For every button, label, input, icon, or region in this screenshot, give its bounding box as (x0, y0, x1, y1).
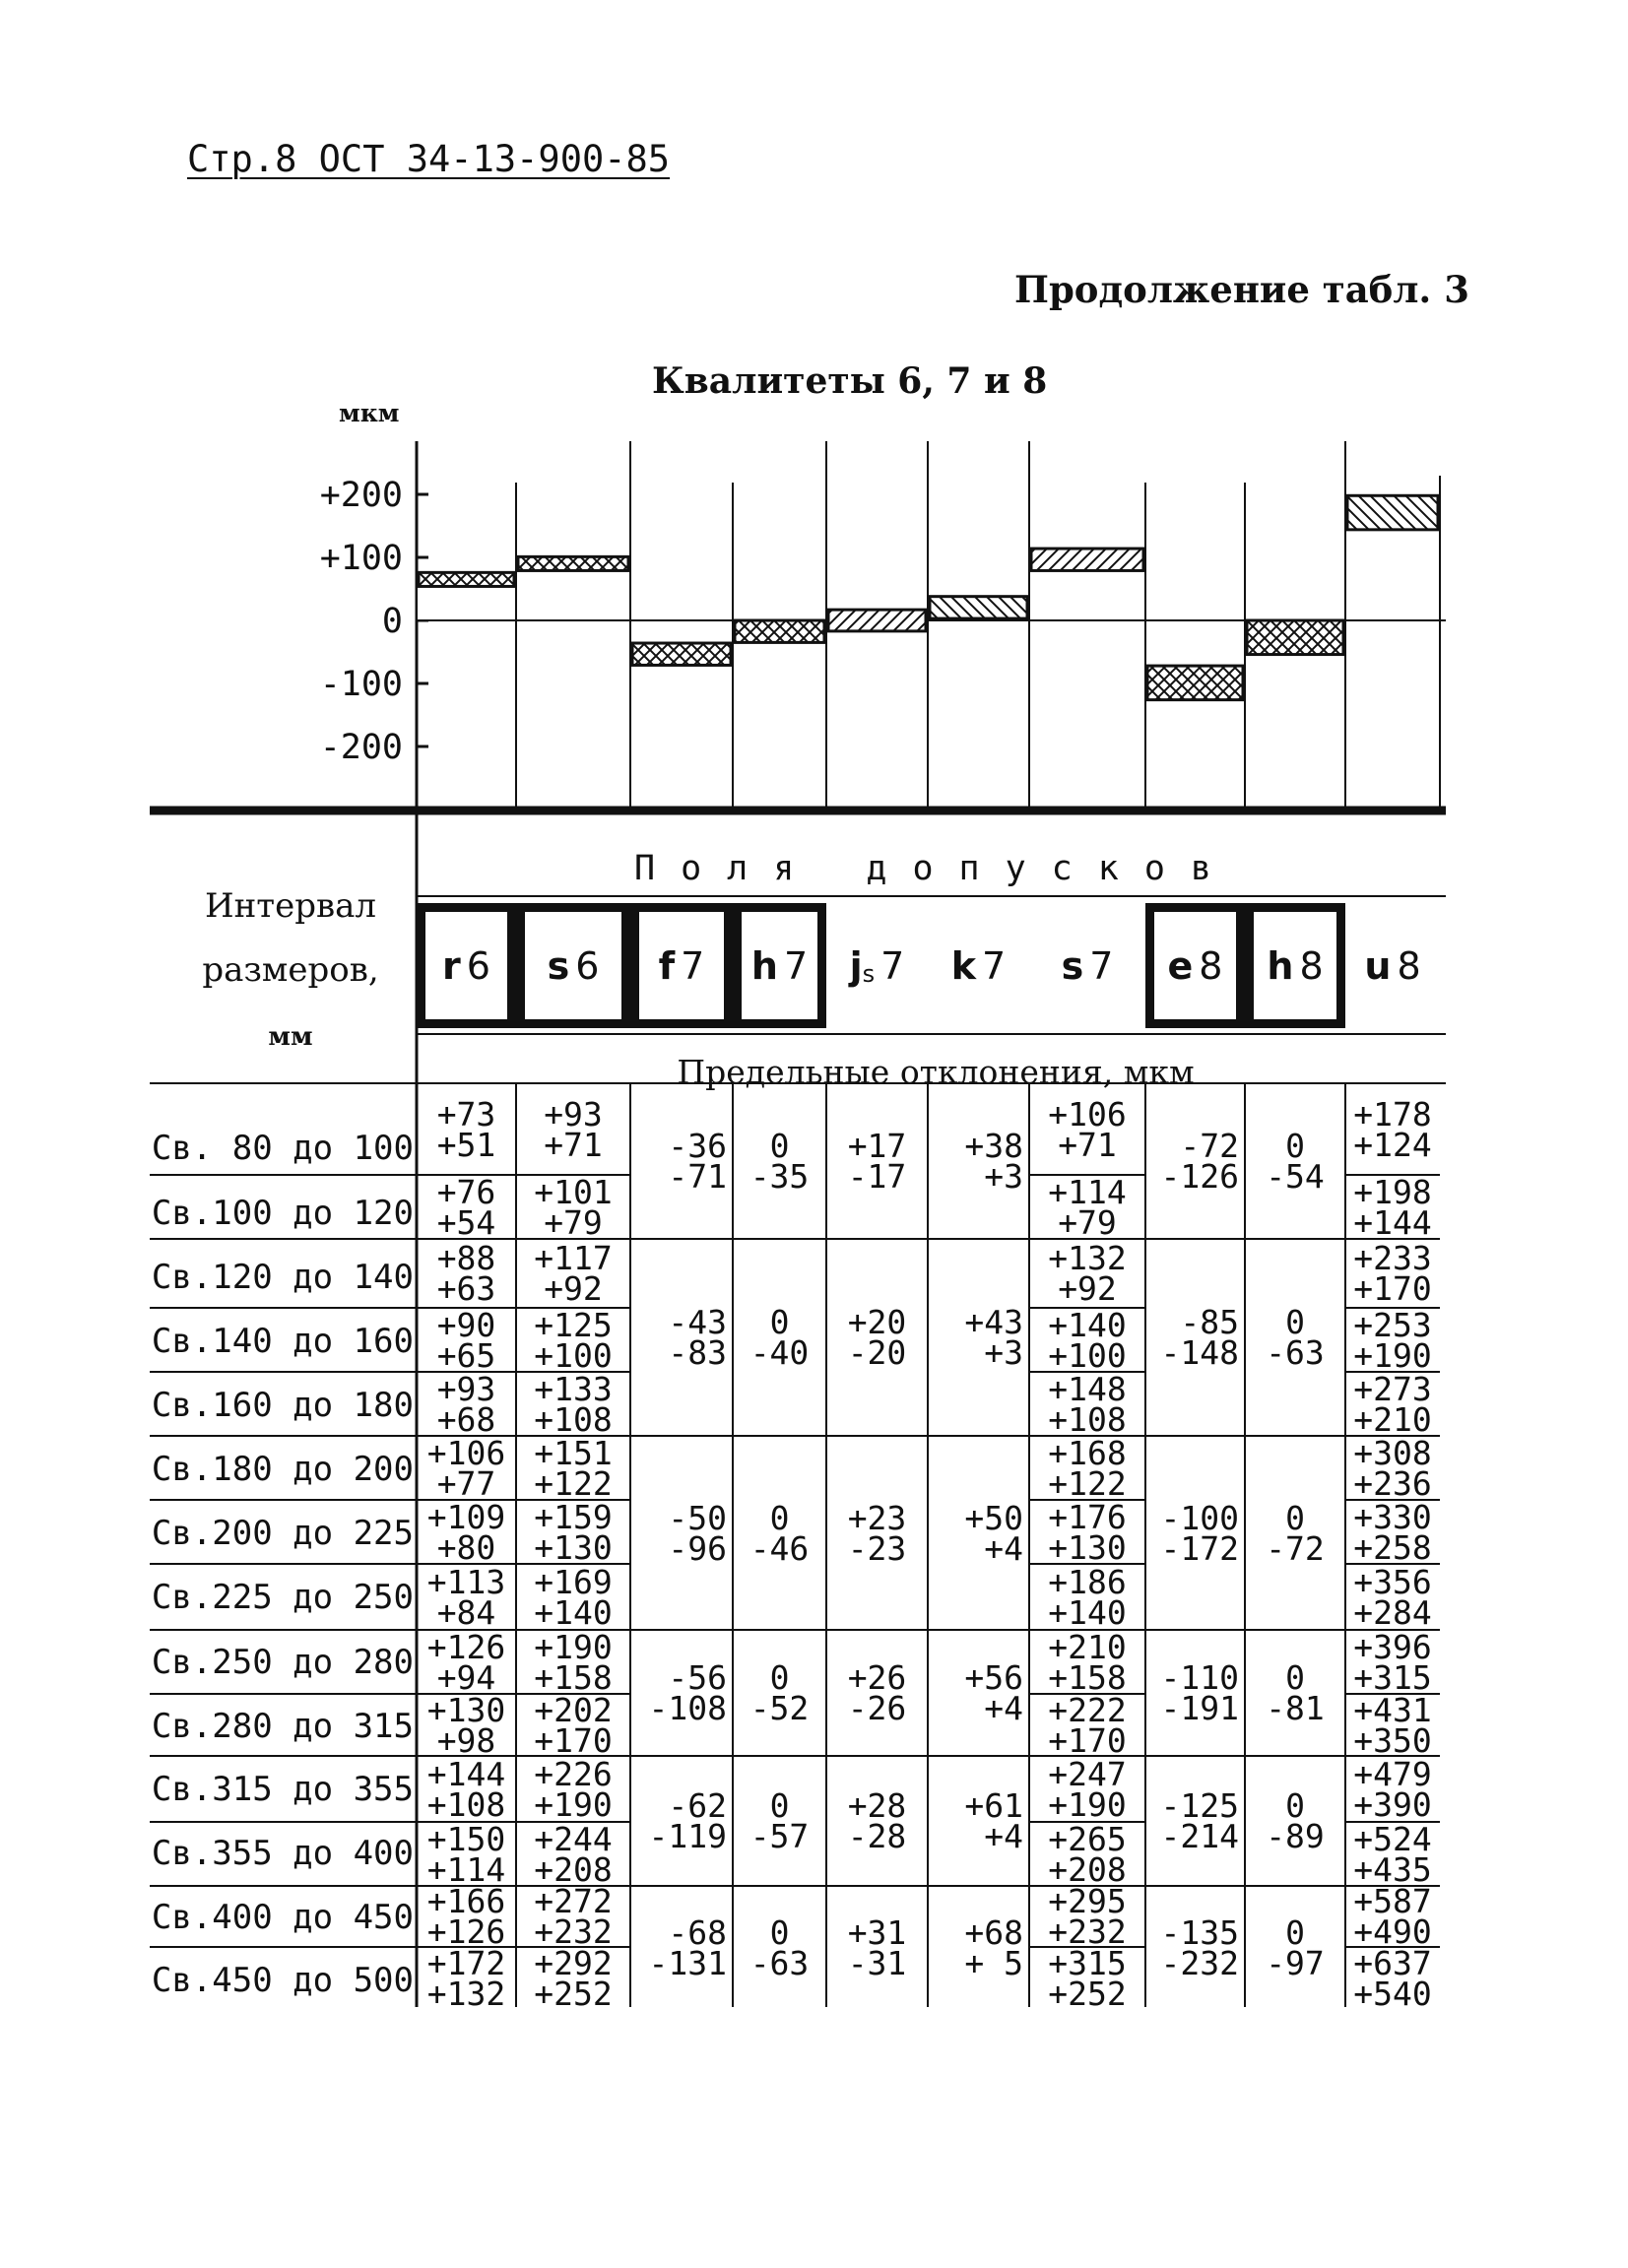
tolerance-bar-s6 (516, 570, 630, 620)
cell-s6: +292 +252 (534, 1943, 613, 2013)
page-header: Стр.8 ОСТ 34-13-900-85 (187, 138, 671, 180)
cell-h7: 0 -46 (749, 1498, 810, 1568)
field-header-u8: u 8 (1364, 943, 1421, 988)
cell-k7: +43 +3 (964, 1303, 1023, 1372)
cell-r6: +126 +94 (426, 1627, 506, 1697)
cell-s7: +168 +122 (1048, 1433, 1127, 1503)
cell-s7: +315 +252 (1048, 1943, 1127, 2013)
tolerance-bar-f7 (630, 620, 733, 643)
tolerance-zone-r6 (419, 572, 514, 586)
cell-h7: 0 -57 (749, 1786, 810, 1855)
cell-u8: +356 +284 (1353, 1562, 1432, 1632)
cell-s7: +265 +208 (1048, 1819, 1127, 1889)
cell-s6: +169 +140 (534, 1562, 613, 1632)
cell-r6: +172 +132 (426, 1943, 506, 2013)
cell-h7: 0 -63 (749, 1912, 810, 1982)
cell-js7: +17 -17 (847, 1127, 907, 1196)
cell-s6: +244 +208 (534, 1819, 613, 1889)
row-label: Св.225 до 250 (151, 1578, 414, 1617)
cell-f7: -36 -71 (668, 1127, 727, 1196)
field-header-k7: k 7 (950, 943, 1007, 988)
cell-h7: 0 -35 (749, 1127, 810, 1196)
cell-s7: +114 +79 (1048, 1172, 1127, 1242)
cell-s6: +272 +232 (534, 1882, 613, 1951)
cell-js7: +26 -26 (847, 1658, 907, 1727)
cell-s6: +190 +158 (534, 1627, 613, 1697)
y-tick-label: 0 (381, 602, 403, 641)
cell-h8: 0 -89 (1266, 1786, 1325, 1855)
cell-k7: +56 +4 (964, 1658, 1023, 1727)
cell-s7: +186 +140 (1048, 1562, 1127, 1632)
cell-k7: +50 +4 (964, 1498, 1023, 1568)
cell-s7: +295 +232 (1048, 1882, 1127, 1951)
cell-u8: +198 +144 (1353, 1172, 1432, 1242)
cell-r6: +76 +54 (436, 1172, 496, 1242)
cell-u8: +637 +540 (1353, 1943, 1432, 2013)
cell-r6: +130 +98 (426, 1690, 506, 1760)
tolerance-zone-e8 (1147, 666, 1243, 700)
cell-r6: +73 +51 (436, 1094, 496, 1164)
row-label: Св.180 до 200 (151, 1450, 414, 1489)
field-header-e8: e 8 (1145, 903, 1245, 1028)
continuation-label: Продолжение табл. 3 (1014, 268, 1469, 311)
cell-s6: +117 +92 (534, 1239, 613, 1308)
cell-f7: -50 -96 (668, 1498, 727, 1568)
cell-u8: +233 +170 (1353, 1239, 1432, 1308)
tolerance-bar-s7 (1029, 570, 1145, 620)
y-tick-label: -100 (319, 665, 403, 704)
cell-e8: -72 -126 (1160, 1127, 1239, 1196)
cell-r6: +88 +63 (436, 1239, 496, 1308)
cell-e8: -125 -214 (1160, 1786, 1239, 1855)
cell-k7: +38 +3 (964, 1127, 1023, 1196)
cell-e8: -85 -148 (1160, 1303, 1239, 1372)
y-tick-label: +200 (319, 476, 403, 515)
row-label: Св.250 до 280 (151, 1643, 414, 1682)
row-label: Св.400 до 450 (151, 1898, 414, 1937)
tolerance-zone-h8 (1247, 620, 1343, 655)
row-label: Св.355 до 400 (151, 1834, 414, 1873)
row-label: Св.100 до 120 (151, 1194, 414, 1233)
cell-e8: -135 -232 (1160, 1912, 1239, 1982)
field-header-r6: r 6 (417, 903, 516, 1028)
cell-s7: +132 +92 (1048, 1239, 1127, 1308)
cell-h8: 0 -63 (1266, 1303, 1325, 1372)
tolerance-bar-r6 (417, 586, 516, 620)
cell-h8: 0 -97 (1266, 1912, 1325, 1982)
cell-s6: +226 +190 (534, 1754, 613, 1824)
tolerance-bar-u8 (1345, 530, 1440, 620)
cell-h7: 0 -52 (749, 1658, 810, 1727)
cell-js7: +28 -28 (847, 1786, 907, 1855)
cell-js7: +23 -23 (847, 1498, 907, 1568)
cell-u8: +308 +236 (1353, 1433, 1432, 1503)
cell-s7: +222 +170 (1048, 1690, 1127, 1760)
cell-f7: -43 -83 (668, 1303, 727, 1372)
cell-s7: +247 +190 (1048, 1754, 1127, 1824)
cell-u8: +330 +258 (1353, 1497, 1432, 1567)
cell-s6: +101 +79 (534, 1172, 613, 1242)
field-header-f7: f 7 (630, 903, 733, 1028)
cell-k7: +68 + 5 (964, 1912, 1023, 1982)
row-label: Св.450 до 500 (151, 1961, 414, 2000)
cell-h8: 0 -81 (1266, 1658, 1325, 1727)
field-header-s7: s 7 (1061, 943, 1114, 988)
cell-e8: -100 -172 (1160, 1498, 1239, 1568)
cell-r6: +106 +77 (426, 1433, 506, 1503)
cell-u8: +178 +124 (1353, 1094, 1432, 1164)
cell-r6: +113 +84 (426, 1562, 506, 1632)
row-label: Св.315 до 355 (151, 1770, 414, 1809)
cell-e8: -110 -191 (1160, 1658, 1239, 1727)
row-label: Св.140 до 160 (151, 1322, 414, 1361)
cell-u8: +479 +390 (1353, 1754, 1432, 1824)
field-header-js7: j $_s$ 7 (849, 943, 905, 988)
cell-s7: +106 +71 (1048, 1094, 1127, 1164)
tolerance-zone-k7 (930, 597, 1027, 618)
tolerance-zone-s7 (1031, 549, 1143, 570)
field-header-s6: s 6 (516, 903, 630, 1028)
cell-u8: +273 +210 (1353, 1369, 1432, 1439)
tolerance-zone-s6 (518, 556, 628, 570)
cell-u8: +431 +350 (1353, 1690, 1432, 1760)
cell-u8: +396 +315 (1353, 1627, 1432, 1697)
cell-s6: +133 +108 (534, 1369, 613, 1439)
cell-f7: -56 -108 (648, 1658, 727, 1727)
row-label: Св.160 до 180 (151, 1386, 414, 1425)
interval-header-line2: размеров, (202, 950, 379, 990)
interval-header-line3: мм (268, 1022, 313, 1052)
cell-s6: +151 +122 (534, 1433, 613, 1503)
tolerance-zone-f7 (632, 643, 731, 665)
cell-r6: +93 +68 (436, 1369, 496, 1439)
cell-s6: +125 +100 (534, 1305, 613, 1375)
cell-s6: +93 +71 (544, 1094, 603, 1164)
cell-js7: +20 -20 (847, 1303, 907, 1372)
row-label: Св.280 до 315 (151, 1707, 414, 1746)
cell-s7: +210 +158 (1048, 1627, 1127, 1697)
cell-r6: +166 +126 (426, 1882, 506, 1951)
fields-header: Поля допусков (634, 849, 1237, 888)
cell-u8: +253 +190 (1353, 1305, 1432, 1375)
cell-h8: 0 -72 (1266, 1498, 1325, 1568)
limits-header: Предельные отклонения, мкм (677, 1053, 1195, 1091)
diagram-title: Квалитеты 6, 7 и 8 (652, 360, 1048, 402)
cell-h7: 0 -40 (749, 1303, 810, 1372)
cell-f7: -68 -131 (648, 1912, 727, 1982)
field-header-h8: h 8 (1245, 903, 1345, 1028)
cell-r6: +150 +114 (426, 1819, 506, 1889)
tolerance-zone-u8 (1347, 495, 1438, 530)
interval-header-line1: Интервал (204, 886, 377, 926)
cell-k7: +61 +4 (964, 1786, 1023, 1855)
tolerance-bar-e8 (1145, 620, 1245, 666)
cell-s7: +176 +130 (1048, 1497, 1127, 1567)
cell-r6: +109 +80 (426, 1497, 506, 1567)
row-label: Св. 80 до 100 (151, 1129, 414, 1168)
cell-h8: 0 -54 (1266, 1127, 1325, 1196)
cell-s6: +202 +170 (534, 1690, 613, 1760)
cell-js7: +31 -31 (847, 1912, 907, 1982)
cell-r6: +144 +108 (426, 1754, 506, 1824)
cell-s6: +159 +130 (534, 1497, 613, 1567)
tolerance-zone-h7 (735, 620, 824, 642)
row-label: Св.120 до 140 (151, 1258, 414, 1297)
cell-s7: +140 +100 (1048, 1305, 1127, 1375)
field-header-h7: h 7 (733, 903, 826, 1028)
unit-label: мкм (339, 399, 400, 427)
y-tick-label: +100 (319, 539, 403, 578)
y-tick-label: -200 (319, 728, 403, 767)
row-label: Св.200 до 225 (151, 1514, 414, 1553)
tolerance-zone-js7 (828, 610, 926, 631)
cell-u8: +587 +490 (1353, 1882, 1432, 1951)
cell-u8: +524 +435 (1353, 1819, 1432, 1889)
cell-r6: +90 +65 (436, 1305, 496, 1375)
cell-f7: -62 -119 (648, 1786, 727, 1855)
cell-s7: +148 +108 (1048, 1369, 1127, 1439)
